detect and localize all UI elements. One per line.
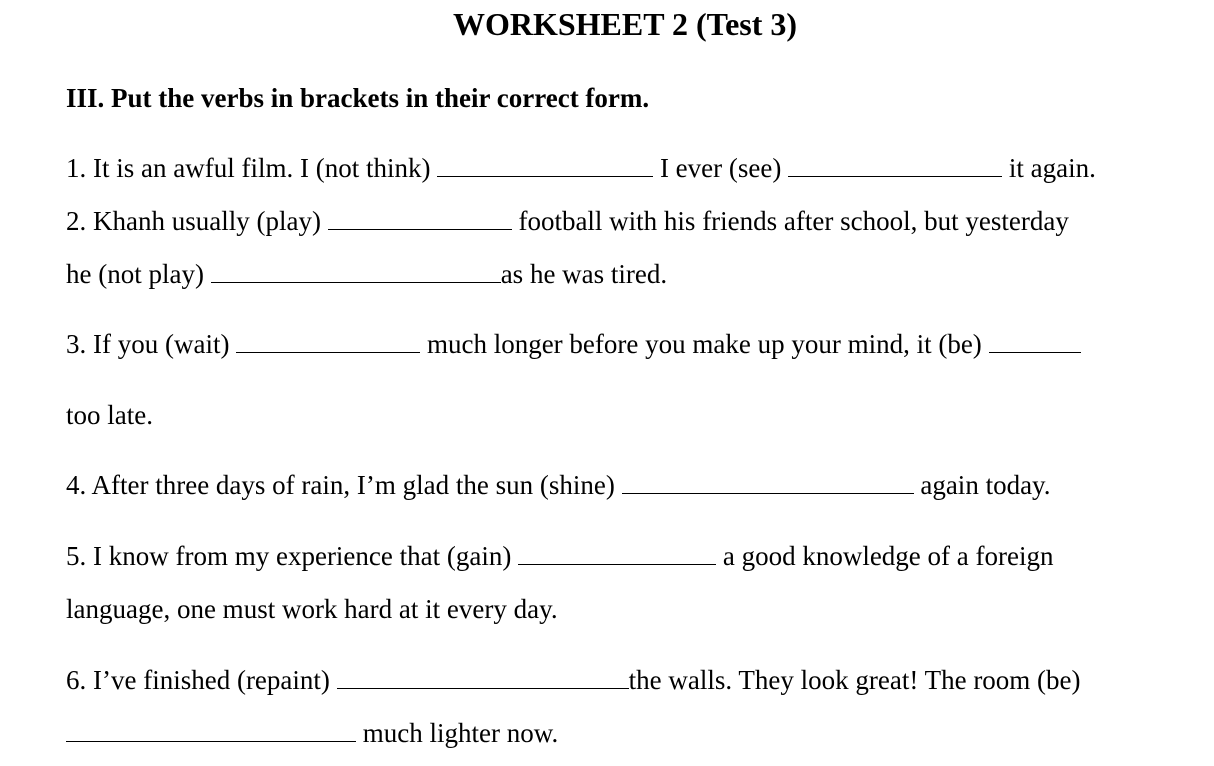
question-3-line-2 <box>66 397 153 433</box>
question-4-line-1 <box>66 467 1051 503</box>
question-5-text-3: language, one must work hard at it every day. <box>66 594 558 624</box>
worksheet-title: WORKSHEET 2 (Test 3) <box>452 6 798 42</box>
question-2-text-1: 2. Khanh usually (play) <box>66 206 328 236</box>
question-2-line-2 <box>66 256 667 292</box>
question-2-blank-1[interactable] <box>328 209 512 230</box>
question-3-text-1: 3. If you (wait) <box>66 329 237 359</box>
question-4-blank-1[interactable] <box>622 473 914 494</box>
question-6-text-4: much lighter now. <box>356 718 559 748</box>
question-3-text-2: much longer before you make up your mind, it (be) <box>420 329 989 359</box>
question-5-line-1 <box>66 538 1054 574</box>
question-6-blank-2[interactable] <box>66 721 356 742</box>
question-1-text-3: it again. <box>1002 153 1096 183</box>
question-6-line-2 <box>66 715 558 751</box>
question-1-blank-1[interactable] <box>437 156 653 177</box>
section-heading: III. Put the verbs in brackets in their correct form. <box>66 83 650 113</box>
question-3-blank-2[interactable] <box>989 332 1081 353</box>
question-2-text-3: he (not play) <box>66 259 211 289</box>
question-5-blank-1[interactable] <box>518 544 716 565</box>
question-2-blank-2[interactable] <box>211 262 501 283</box>
question-6-blank-1[interactable] <box>337 668 629 689</box>
question-2-text-2: football with his friends after school, but yesterday <box>511 206 1069 236</box>
question-1-text-1: 1. It is an awful film. I (not think) <box>66 153 438 183</box>
question-3-line-1 <box>66 326 1081 362</box>
question-3-text-3: too late. <box>66 400 153 430</box>
question-1-blank-2[interactable] <box>788 156 1002 177</box>
question-4-text-2: again today. <box>913 470 1051 500</box>
question-6-text-1: 6. I’ve finished (repaint) <box>66 665 337 695</box>
question-2-text-4: as he was tired. <box>500 259 668 289</box>
question-2-line-1 <box>66 203 1069 239</box>
question-5-text-2: a good knowledge of a foreign <box>716 541 1054 571</box>
question-5-line-2 <box>66 591 558 627</box>
question-5-text-1: 5. I know from my experience that (gain) <box>66 541 519 571</box>
question-1-line-1 <box>66 150 1096 186</box>
question-6-line-1 <box>66 662 1081 698</box>
question-6-text-2: the walls. They look great! The room (be) <box>628 665 1081 695</box>
question-3-blank-1[interactable] <box>236 332 420 353</box>
question-1-text-2: I ever (see) <box>653 153 789 183</box>
question-4-text-1: 4. After three days of rain, I’m glad the sun (shine) <box>66 470 622 500</box>
